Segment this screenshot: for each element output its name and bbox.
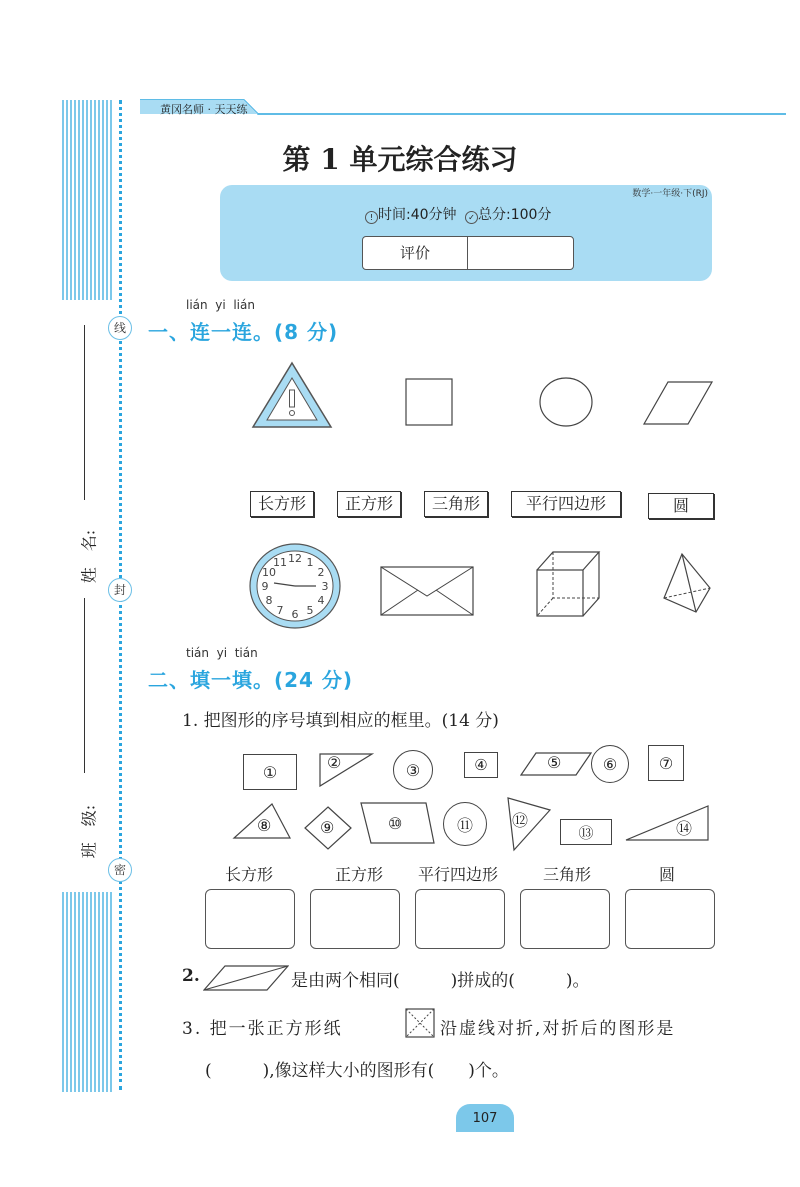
- answer-box-circle[interactable]: [625, 889, 715, 949]
- shape-8-triangle: [232, 802, 292, 840]
- clock-number: 7: [276, 604, 284, 618]
- word-rectangle[interactable]: 长方形: [250, 491, 314, 517]
- shape-14-triangle: [624, 804, 710, 842]
- time-text: 时间:40分钟: [378, 207, 457, 223]
- question-1: 1. 把图形的序号填到相应的框里。(14 分): [182, 711, 499, 731]
- answer-box-triangle[interactable]: [520, 889, 610, 949]
- shape-4-square: [464, 752, 498, 778]
- shape-13-rectangle: [560, 819, 612, 845]
- question-3-part-c: ( ),像这样大小的图形有( )个。: [205, 1061, 509, 1081]
- question-3-part-b: 沿虚线对折,对折后的图形是: [440, 1019, 676, 1039]
- question-3-part-a: 3. 把一张正方形纸: [182, 1019, 343, 1039]
- time-info: [365, 204, 551, 224]
- score-text: 总分:100分: [477, 207, 552, 223]
- clock-number: 8: [265, 594, 273, 607]
- clock-number: 4: [317, 594, 325, 607]
- seal-tag-seal: 封: [108, 578, 132, 602]
- category-rectangle-label: 长方形: [224, 865, 273, 884]
- page-title: 第 1 单元综合练习: [282, 143, 518, 176]
- word-triangle[interactable]: 三角形: [424, 491, 488, 517]
- clock-number: 5: [306, 604, 314, 618]
- circle-shape: [538, 376, 594, 428]
- category-triangle-label: 三角形: [542, 865, 591, 884]
- book-label: 数学·一年级·下(RJ): [632, 189, 708, 199]
- shape-6-circle: [591, 745, 629, 783]
- question-2-number: 2.: [182, 966, 200, 986]
- section2-title: 二、填一填。(24 分): [148, 668, 354, 692]
- name-blank-line: [84, 325, 85, 500]
- evaluation-box: [362, 236, 574, 270]
- shape-2-label: ②: [327, 753, 342, 772]
- name-blank-line-2: [84, 598, 85, 773]
- shape-9-label: ⑨: [320, 818, 335, 837]
- word-parallelogram[interactable]: 平行四边形: [511, 491, 621, 517]
- page-number: 107: [472, 1111, 498, 1126]
- clock-number: 11: [273, 555, 287, 569]
- clock-icon: !: [365, 211, 378, 224]
- word-square[interactable]: 正方形: [337, 491, 401, 517]
- square-shape: [405, 378, 453, 426]
- section1-pinyin: lián yi lián: [186, 298, 255, 312]
- q3-folded-square-icon: [405, 1008, 435, 1038]
- page-number-badge: [456, 1104, 514, 1132]
- question-2-text: 是由两个相同( )拼成的( )。: [291, 971, 590, 991]
- margin-stripes-top: [62, 100, 112, 300]
- shape-11-circle: [443, 802, 487, 846]
- shape-13-label: ⑬: [578, 823, 594, 842]
- clock-number: 9: [261, 580, 269, 593]
- answer-box-parallelogram[interactable]: [415, 889, 505, 949]
- tetrahedron-object: [662, 552, 712, 614]
- category-square-label: 正方形: [334, 865, 383, 884]
- class-label: 班 级:: [79, 804, 99, 859]
- q2-parallelogram-figure: [203, 965, 289, 991]
- shape-6-label: ⑥: [602, 754, 618, 774]
- answer-box-rectangle[interactable]: [205, 889, 295, 949]
- answer-box-square[interactable]: [310, 889, 400, 949]
- parallelogram-shape: [642, 380, 714, 426]
- check-icon: ✓: [465, 211, 478, 224]
- clock-number: 12: [288, 552, 302, 565]
- shape-10-label: ⑩: [388, 814, 403, 833]
- cube-object: [535, 550, 601, 618]
- word-circle[interactable]: 圆: [648, 493, 714, 519]
- shape-14-label: ⑭: [676, 819, 693, 838]
- shape-1-rectangle: [243, 754, 297, 790]
- clock-number: 3: [321, 580, 329, 593]
- section1-title: 一、连一连。(8 分): [148, 320, 339, 344]
- seal-tag-secret: 密: [108, 858, 132, 882]
- clock-object: [248, 542, 342, 630]
- shape-5-parallelogram: [520, 752, 592, 776]
- clock-number: 6: [291, 608, 299, 621]
- shape-2-triangle: [318, 752, 374, 788]
- shape-7-label: ⑦: [658, 753, 674, 773]
- shape-1-label: ①: [262, 762, 278, 782]
- shape-3-label: ③: [405, 760, 421, 780]
- shape-9-square: [304, 806, 352, 850]
- shape-12-triangle: [506, 796, 552, 852]
- clock-number: 2: [317, 566, 325, 579]
- warning-sign-triangle: [250, 360, 334, 430]
- envelope-object: [380, 566, 474, 616]
- category-parallelogram-label: 平行四边形: [417, 865, 498, 884]
- seal-tag-line: 线: [108, 316, 132, 340]
- shape-12-label: ⑫: [512, 811, 529, 830]
- shape-8-label: ⑧: [257, 816, 272, 835]
- section2-pinyin: tián yi tián: [186, 646, 258, 660]
- clock-number: 1: [306, 555, 314, 569]
- shape-5-label: ⑤: [547, 753, 562, 772]
- shape-11-label: ⑪: [456, 815, 473, 835]
- shape-3-circle: [393, 750, 433, 790]
- header-series: 黄冈名师 · 天天练: [160, 103, 248, 116]
- shape-4-label: ④: [474, 756, 488, 774]
- shape-10-parallelogram: [360, 802, 436, 844]
- margin-stripes-bottom: [62, 892, 112, 1092]
- name-label: 姓 名:: [79, 529, 99, 584]
- evaluation-label: 评价: [363, 237, 468, 269]
- category-circle-label: 圆: [658, 865, 675, 884]
- evaluation-value[interactable]: [468, 237, 573, 269]
- clock-number: 10: [262, 566, 276, 579]
- shape-7-square: [648, 745, 684, 781]
